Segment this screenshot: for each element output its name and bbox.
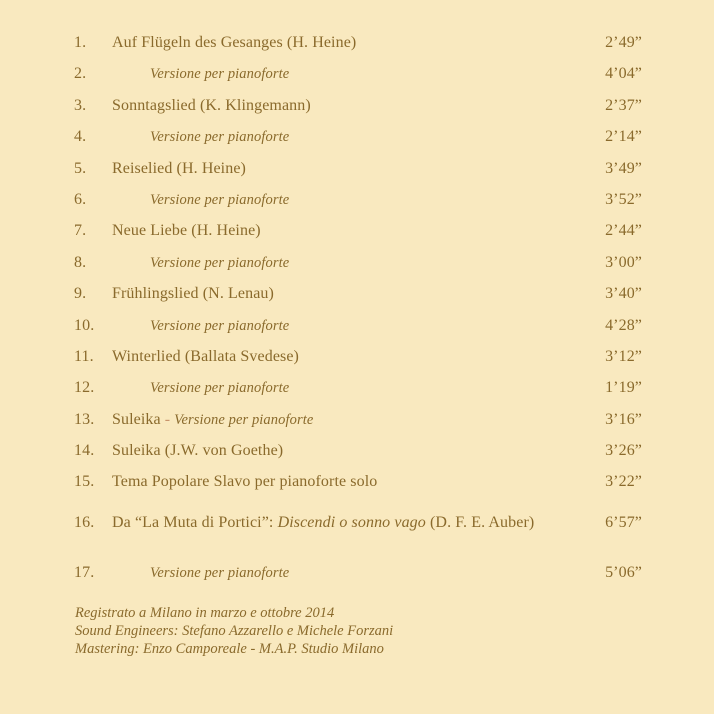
track-row xyxy=(74,254,642,285)
track-duration: 2’37” xyxy=(605,96,642,114)
track-row xyxy=(74,348,642,379)
track-number: 6. xyxy=(74,190,87,208)
track-title: Versione per pianoforte xyxy=(150,317,290,334)
track-title: Versione per pianoforte xyxy=(150,129,290,146)
track-row xyxy=(74,411,642,442)
track-number: 15. xyxy=(74,473,95,491)
track-title: Versione per pianoforte xyxy=(150,191,290,208)
track-duration: 3’16” xyxy=(605,410,642,428)
track-title-main: Suleika xyxy=(112,410,161,428)
track-number: 13. xyxy=(74,410,95,428)
track-duration: 3’00” xyxy=(605,253,642,271)
track-number: 7. xyxy=(74,222,87,240)
track-title: Versione per pianoforte xyxy=(150,66,290,83)
track-duration: 3’12” xyxy=(605,347,642,365)
track-row xyxy=(74,564,642,595)
track-row xyxy=(74,473,642,504)
track-duration: 3’52” xyxy=(605,190,642,208)
track-row xyxy=(74,285,642,316)
track-duration: 3’26” xyxy=(605,442,642,460)
track-title xyxy=(112,514,605,532)
track-duration: 3’40” xyxy=(605,285,642,303)
track-duration: 1’19” xyxy=(605,379,642,397)
track-title: Suleika (J.W. von Goethe) xyxy=(112,442,284,460)
mastering-credit: Mastering: Enzo Camporeale - M.A.P. Studio Milano xyxy=(75,641,384,657)
track-row xyxy=(74,442,642,473)
track-title: Versione per pianoforte xyxy=(150,380,290,397)
track-number: 12. xyxy=(74,379,95,397)
track-duration: 3’49” xyxy=(605,159,642,177)
track-title: Tema Popolare Slavo per pianoforte solo xyxy=(112,473,378,491)
sound-engineers: Sound Engineers: Stefano Azzarello e Michele Forzani xyxy=(75,623,394,639)
track-duration: 4’28” xyxy=(605,316,642,334)
track-row xyxy=(74,191,642,222)
track-duration: 2’49” xyxy=(605,34,642,51)
track-duration: 4’04” xyxy=(605,65,642,83)
track-row xyxy=(74,160,642,191)
track-duration: 2’14” xyxy=(605,128,642,146)
track-row xyxy=(74,317,642,348)
track-number: 5. xyxy=(74,159,87,177)
track-number: 11. xyxy=(74,347,94,365)
track-number: 3. xyxy=(74,96,87,114)
track-row xyxy=(74,65,642,96)
track-duration: 3’22” xyxy=(605,473,642,491)
track-number: 4. xyxy=(74,128,87,146)
track-row xyxy=(74,128,642,159)
track-title: Winterlied (Ballata Svedese) xyxy=(112,347,299,365)
track-row xyxy=(74,222,642,253)
recording-location-date: Registrato a Milano in marzo e ottobre 2014 xyxy=(75,605,335,621)
track-number: 17. xyxy=(74,564,95,582)
track-title: Auf Flügeln des Gesanges (H. Heine) xyxy=(112,34,357,51)
track-title: Versione per pianoforte xyxy=(150,565,290,582)
track-number: 2. xyxy=(74,65,87,83)
track-duration: 2’44” xyxy=(605,222,642,240)
track-number: 10. xyxy=(74,316,95,334)
track-title: Versione per pianoforte xyxy=(150,254,290,271)
track-duration: 6’57” xyxy=(605,513,642,531)
track-number: 8. xyxy=(74,253,87,271)
track-number: 1. xyxy=(74,34,87,51)
track-title: Reiselied (H. Heine) xyxy=(112,159,246,177)
track-title-prefix: Da “La Muta di Portici”: xyxy=(112,513,274,531)
track-duration: 5’06” xyxy=(605,564,642,582)
track-title-composer: (D. F. E. Auber) xyxy=(430,513,535,531)
track-row xyxy=(74,379,642,410)
track-title-version: Versione per pianoforte xyxy=(174,411,314,428)
track-row xyxy=(74,97,642,128)
track-title: Sonntagslied (K. Klingemann) xyxy=(112,96,311,114)
track-number: 9. xyxy=(74,285,87,303)
recording-credits xyxy=(75,604,393,658)
track-title: Frühlingslied (N. Lenau) xyxy=(112,285,274,303)
track-row xyxy=(74,514,642,545)
track-row xyxy=(74,34,642,65)
title-separator: - xyxy=(164,410,171,428)
track-title-aria: Discendi o sonno vago xyxy=(277,513,426,531)
track-list xyxy=(74,34,642,596)
track-title xyxy=(112,411,605,429)
track-number: 14. xyxy=(74,442,95,460)
track-number: 16. xyxy=(74,513,95,531)
track-title: Neue Liebe (H. Heine) xyxy=(112,222,261,240)
